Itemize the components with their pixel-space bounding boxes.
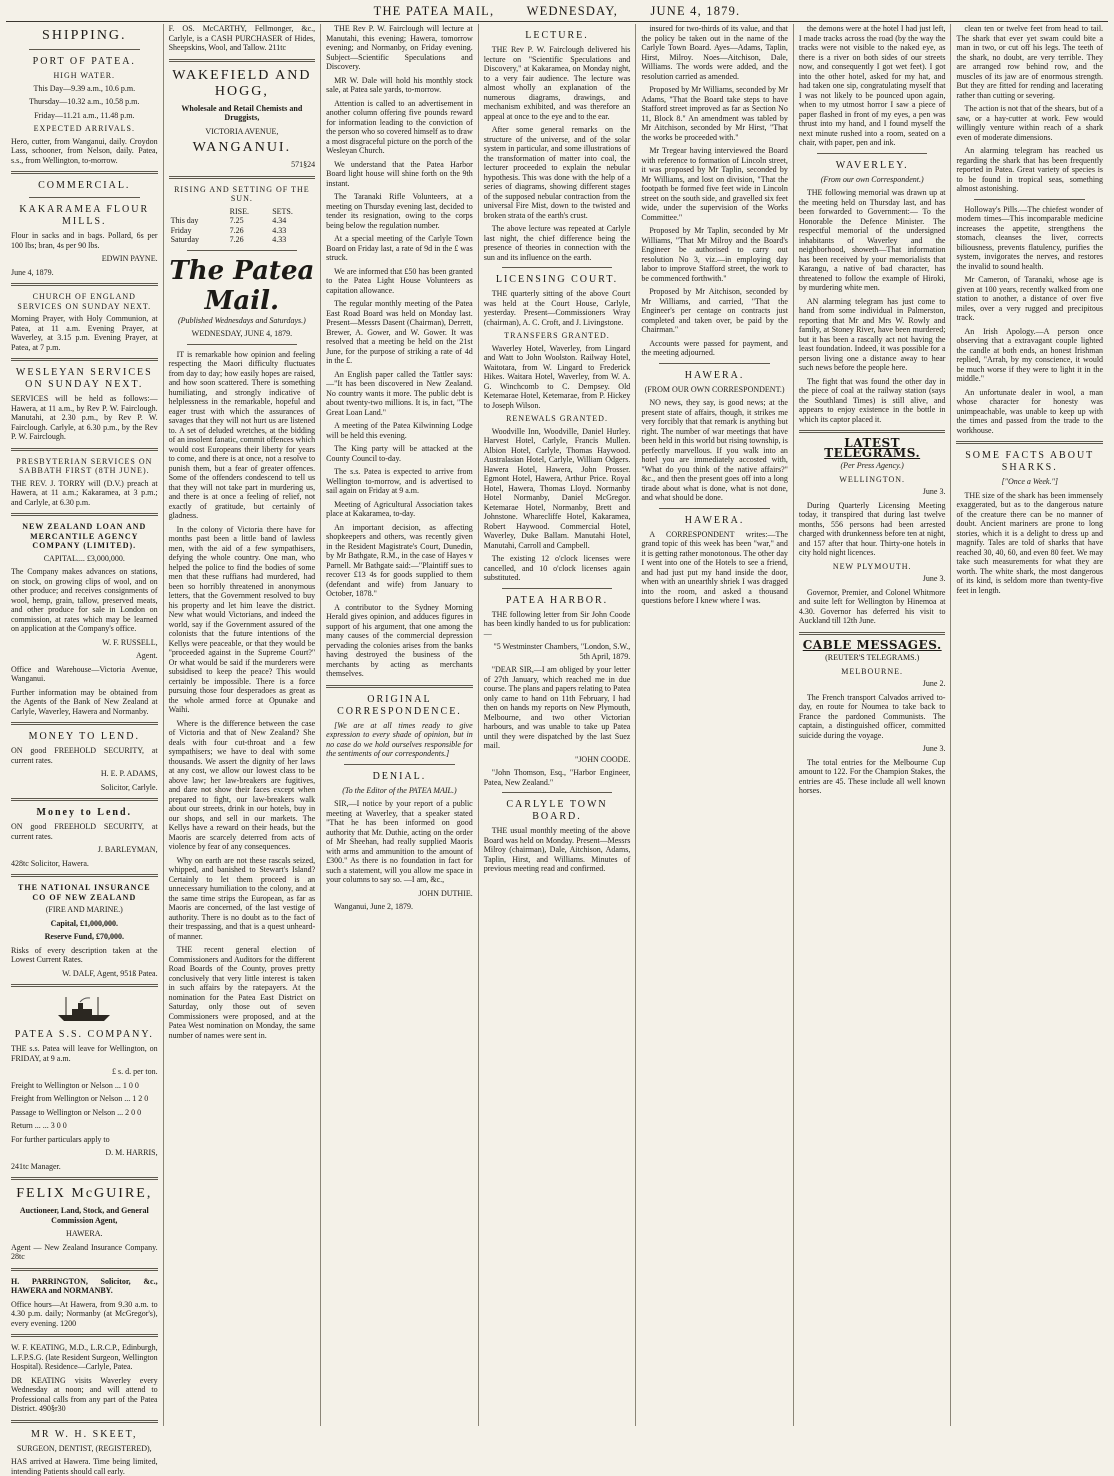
- steamship-icon: [54, 993, 114, 1023]
- news-paragraph: The Taranaki Rifle Volunteers, at a meeting on Thursday evening last, decided to tender its resignation, owing to the corps being below the regulation number.: [326, 192, 473, 230]
- board-paragraph: Mr Tregear having interviewed the Board with reference to formation of Lincoln street, it was proposed by Mr Taplin, seconded by Mr Williams, and lost on division, "That the footpath be formed five feet wide in Lincoln street on the south side, and gravelled six feet wide, under the supervision of the Works Committee.": [641, 146, 788, 222]
- nz-loan-capital: CAPITAL.... £3,000,000.: [43, 553, 125, 563]
- russell-name: W. F. RUSSELL,: [102, 637, 158, 647]
- news-paragraph: Mr Cameron, of Taranaki, whose age is given at 100 years, recently walked from one station to another, a distance of over five miles, over a very rugged and precipitous track.: [956, 275, 1104, 322]
- freight-row: Return ... ... 3 0 0: [11, 1121, 67, 1130]
- editorial-paragraph: IT is remarkable how opinion and feeling respecting the Maori difficulty fluctuates from day to day; how easily hopes are raised, and how soon scattered. There is something humiliating, and strongly indicative of helplessness in the remarkable, hopeful and eager trust with which the assurances of savages that they will not hurt us are listened to. A set of deluded wretches, at the bidding of an insolent fanatic, commit offences which would cost Europeans their liberty for years to come, and there is at once, not a resolve to punish them, but a fear of greater offences. Some of the offenders condescend to tell us that they will not take part in murdering us, and there is at once a feeling of relief, not exactly of gratitude, but certainly of gladness.: [168, 349, 316, 520]
- port-heading: PORT OF PATEA.: [32, 56, 136, 67]
- office-text: Office and Warehouse—Victoria Avenue, Wanganui.: [11, 664, 158, 683]
- shark-paragraph: clean ten or twelve feet from head to tail. The shark that ever yet swam could bite a man in two, or cut off his legs. The teeth of the shark, no doubt, are very terrible. They are arranged row behind row, and the muscles of its jaw are of enormous strength. But they are fitted for rending and lacerating rather than cutting or severing.: [956, 24, 1104, 100]
- skeet-sub: SURGEON, DENTIST, (REGISTERED),: [16, 1443, 152, 1453]
- news-paragraph: Meeting of Agricultural Association takes place at Kakaramea, to-day.: [326, 499, 473, 518]
- paper-name: THE PATEA MAIL,: [373, 4, 495, 18]
- sun-row: Friday 7.26 4.33: [170, 225, 287, 235]
- hawera-continued: the demons were at the hotel I had just left, I made tracks across the road (by the way the tracks were not visible to the naked eye, as there is a river on both sides of our streets now, and consequently I got wet feet). I got into the other hotel, asked for my hat, and had taken one sip, congratulating myself that I was not likely to be pounced upon again, when to my utmost horror I saw a piece of paper flashed in front of my eyes, a pen was thrust into my hand, and I found myself the next minute rushed into a room, seated on a chair, with paper, pen and ink.: [798, 24, 946, 147]
- news-paragraph: The s.s. Patea is expected to arrive from Wellington to-morrow, and is advertised to sail again on Friday at 9 a.m.: [326, 467, 473, 495]
- money-heading: MONEY TO LEND.: [28, 731, 140, 742]
- keating-heading: W. F. KEATING, M.D., L.R.C.P., Edinburgh, L.F.P.S.G. (late Resident Surgeon, Wellington Hospital). Residence—Carlyle, Patea.: [11, 1343, 158, 1371]
- sharks-text: THE size of the shark has been immensely exaggerated, but as to the dangerous nature of the creature there can be no manner of doubt. Ancient mariners are prone to long stories, which it is a delight to dress up and magnify. Tales are told of sharks that have reached 30, 40, 60, and even 80 feet. We may take such measurements for what they are worth. The white shark, the most dangerous of its kind, is seldom more than twenty-five feet in length.: [956, 490, 1104, 595]
- high-water-line: Thursday—10.32 a.m., 10.58 p.m.: [29, 97, 140, 106]
- news-paragraph: An unfortunate dealer in wool, a man whose character for honesty was unimpeachable, was unable to keep up with the times and passed from the trade to the workhouse.: [956, 387, 1104, 435]
- hawera2-text: A CORRESPONDENT writes:—The grand topic of this week has been "war," and it is getting rather monotonous. The other day I went into one of the Hotels to see a friend, and had just put my hand inside the door, when with an unearthly shriek I was dragged into the room, and asked a thousand questions before I knew where I was.: [641, 529, 788, 605]
- keating-text: DR KEATING visits Waverley every Wednesday at noon; and will attend to Professional calls from any part of the Patea District. 490§r30: [11, 1375, 158, 1413]
- masthead-rule: [6, 21, 1108, 22]
- melbourne-text2: The total entries for the Melbourne Cup amount to 122. For the Champion Stakes, the entries are 45. These include all well known horses.: [798, 757, 946, 795]
- national-sub: (FIRE AND MARINE.): [45, 905, 123, 914]
- waverley-heading: WAVERLEY.: [835, 159, 909, 171]
- column-6: [794, 24, 952, 1426]
- licensing-heading: LICENSING COURT.: [495, 274, 619, 285]
- sharks-heading: SOME FACTS ABOUT SHARKS.: [965, 450, 1095, 473]
- board-paragraph: Proposed by Mr Aitchison, seconded by Mr Williams, and carried, "That the Engineer's per centage on contracts just completed and taken over, be paid by the Chairman.": [641, 287, 788, 334]
- russell-agent: Agent.: [136, 651, 158, 660]
- high-water-line: This Day—9.39 a.m., 10.6 p.m.: [33, 83, 136, 93]
- patea-company-text: THE s.s. Patea will leave for Wellington, on FRIDAY, at 9 a.m.: [11, 1044, 158, 1063]
- hawera2-heading: HAWERA.: [684, 514, 745, 526]
- new-plymouth-text: Governor, Premier, and Colonel Whitmore and suite left for Wellington by Hinemoa at 4.30. Governor has deferred his visit to Auckland till 12th June.: [798, 587, 946, 625]
- wakefield-heading: WAKEFIELD AND HOGG,: [172, 67, 312, 99]
- melbourne-date: June 2.: [922, 679, 946, 688]
- money2-text: ON good FREEHOLD SECURITY, at current rates.: [11, 822, 158, 841]
- harbor-to: "John Thomson, Esq., "Harbor Engineer, Patea, New Zealand.": [483, 768, 631, 787]
- parrington-text: Office hours—At Hawera, from 9.30 a.m. to 4.30 p.m. daily; Normanby (at McGregor's), every evening. 1200: [11, 1299, 158, 1328]
- board-paragraph: insured for two-thirds of its value, and that the policy be taken out in the name of the Carlyle Town Board. Ayes—Adams, Taplin, Hirst, Milroy. Noes—Aitchison, Dale, Williams. The words were added, and the resolution carried as amended.: [641, 24, 788, 81]
- felix-agent: Agent — New Zealand Insurance Company. 28tc: [11, 1242, 158, 1261]
- hawera-heading: HAWERA.: [684, 369, 745, 381]
- editorial-paragraph: Where is the difference between the case of Victoria and that of New Zealand? She deals with four cut-throat and a few sympathisers; we have to deal with some thousands. We assert the dignity of her laws at any cost, we allow our lowest class to be above law; her law-breakers are fugitives, and dare not show their faces except when prepared to fight, our law-breakers walk about our streets, drink in our hotels, buy in our shops, and sell in our markets. The Kellys have a reward on their heads, but the Maoris are scarcely deterred from acts of violence by fear of any consequences.: [168, 718, 316, 851]
- high-water-heading: HIGH WATER.: [53, 71, 116, 80]
- denial-place: Wanganui, June 2, 1879.: [334, 902, 414, 911]
- wellington-heading: WELLINGTON.: [839, 474, 906, 484]
- new-plymouth-heading: NEW PLYMOUTH.: [832, 561, 912, 571]
- board-paragraph: Proposed by Mr Taplin, seconded by Mr Williams, "That Mr Milroy and the Board's Engineer be authorised to carry out resolution No 3, viz.—in employing day labor to improve Stafford street, the work to be commenced forthwith.": [641, 226, 788, 283]
- news-paragraph: The King party will be attacked at the County Council to-day.: [326, 444, 473, 463]
- lecture-paragraph: THE Rev P. W. Fairclough delivered his lecture on "Scientific Speculations and Discovery," at Kakaramea, on Monday night, to a very fair audience. The lecture was almost wholly an explanation of the numerous diagrams, drawings, and mechanism exhibited, and was therefore an appeal at once to the eye and to the ear.: [483, 45, 631, 121]
- column-7: [951, 24, 1108, 1426]
- church-heading: CHURCH OF ENGLAND SERVICES ON SUNDAY NEXT.: [17, 292, 152, 311]
- paper-day: WEDNESDAY,: [526, 4, 619, 18]
- commercial-heading: COMMERCIAL.: [38, 180, 131, 191]
- national-heading: THE NATIONAL INSURANCE CO OF NEW ZEALAND: [18, 883, 151, 902]
- parrington-heading: H. PARRINGTON, Solicitor, &c., HAWERA and NORMANBY.: [11, 1276, 158, 1295]
- adams-role: Solicitor, Carlyle.: [100, 782, 158, 792]
- alarm-text: AN alarming telegram has just come to hand from some individual in Palmerston, reporting that Mr and Mrs W. Rowly and family, at Stoney River, have been murdered; but it has been a rascally act not having the least foundation. Indeed, it was possible for a person living one a distance away to hear such news before the people here.: [798, 296, 946, 372]
- skeet-heading: MR W. H. SKEET,: [31, 1428, 138, 1440]
- shark-paragraph: An alarming telegram has reached us regarding the shark that has been frequently reported in Patea. Great variety of species is to be found in tropical seas, something almost astonishing.: [956, 146, 1104, 193]
- mills-text: Flour in sacks and in bags. Pollard, 6s per 100 lbs; bran, 4s per 90 lbs.: [11, 231, 158, 250]
- lecture-heading: LECTURE.: [525, 30, 589, 41]
- telegrams-sub: (Per Press Agency.): [840, 461, 904, 470]
- national-text: Risks of every description taken at the Lowest Current Rates.: [11, 945, 158, 964]
- high-water-line: Friday—11.21 a.m., 11.48 p.m.: [34, 110, 135, 120]
- transfers-text: Waverley Hotel, Waverley, from Lingard and Watt to John Woolston. Railway Hotel, Waitotara, from W. Lingard to Frederick Hikes. Waitara Hotel, Waverley, from W. A. G. Winchcomb to C. Dempsey. Old Ketemarae Hotel, Ketemarae, from P. Hickey to Joseph Wilson.: [483, 343, 631, 410]
- lecture-paragraph: The above lecture was repeated at Carlyle last night, the chief difference being the presence of theories in connection with the sun and its influence on the earth.: [483, 224, 631, 262]
- shark-paragraph: The action is not that of the shears, but of a saw, or a hay-cutter at work. Few would willingly venture within reach of a shark even of moderate dimensions.: [956, 104, 1104, 142]
- freight-more: For further particulars apply to: [11, 1134, 110, 1144]
- newspaper-logo: The Patea Mail.: [169, 255, 315, 316]
- correspondence-note: [We are at all times ready to give expression to every shade of opinion, but in no case do we hold ourselves responsible for the sentiments of our correspondents.]: [326, 720, 473, 758]
- news-paragraph: An English paper called the Tattler says:—"It has been discovered in New Zealand. No country wants it more. The public debt is about twenty-two millions. It is, in fact, "The Great Loan Land.": [326, 369, 473, 417]
- published-note: (Published Wednesdays and Saturdays.): [177, 315, 306, 325]
- correspondence-heading: ORIGINAL CORRESPONDENCE.: [337, 693, 462, 717]
- melbourne-heading: MELBOURNE.: [841, 666, 904, 676]
- editorial-paragraph: Why on earth are not these rascals seized, whipped, and banished to Stewart's Island? Certainly to let them proceed is an unnecessary humiliation to the colony, and at the same time strips the European, as far as Maoris are concerned, of the last vestige of authority. There is no doubt as to the fact of their trespassing, and that is a quest unheard-of manner.: [168, 855, 316, 941]
- wakefield-code: 571§24: [291, 160, 316, 169]
- denial-text: SIR,—I notice by your report of a public meeting at Waverley, that a speaker stated "That he has been informed on good authority that Mr. Duthie, acting on the order of Mr Sheehan, had really supplied Maoris with arms and ammunition to the amount of £300." As there is no foundation in fact for such a statement, will you allow me space in your columns to say so. —I am, &c.,: [326, 799, 473, 884]
- sharks-sub: ["Once a Week."]: [1001, 477, 1058, 486]
- column-5: [636, 24, 794, 1426]
- town-board-heading: CARLYLE TOWN BOARD.: [506, 799, 608, 822]
- wakefield-sub: Wholesale and Retail Chemists and Druggists,: [181, 103, 303, 122]
- paper-date: JUNE 4, 1879.: [650, 4, 741, 18]
- mills-heading: KAKARAMEA FLOUR MILLS.: [19, 204, 150, 227]
- column-4: [479, 24, 637, 1426]
- harbor-heading: PATEA HARBOR.: [505, 594, 609, 606]
- telegrams-heading: LATEST TELEGRAMS.: [824, 436, 921, 460]
- nz-loan-heading: NEW ZEALAND LOAN AND MERCANTILE AGENCY COMPANY (LIMITED).: [22, 522, 147, 550]
- harbor-address: "5 Westminster Chambers, "London, S.W., 5th April, 1879.: [493, 642, 631, 661]
- freight-row: Freight to Wellington or Nelson ... 1 0 0: [11, 1080, 139, 1090]
- barleyman-role: 428tc Solicitor, Hawera.: [11, 858, 89, 868]
- sun-col: RISE.: [229, 206, 250, 216]
- waverley-text: THE following memorial was drawn up at the meeting held on Thursday last, and has been forwarded to Government:— To the Honorable the Defence Minister. The respectful memorial of the undersigned inhabitants of Waverley and the neighborhood, showeth—That information has been received by your memorialists that Karangu, a native of bad character, has threatened to follow the example of Hiroki, by murdering white men.: [798, 188, 946, 292]
- cable-sub: (REUTER'S TELEGRAMS.): [825, 653, 920, 662]
- denial-sub: (To the Editor of the PATEA MAIL.): [342, 785, 457, 795]
- national-reserve: Reserve Fund, £70,000.: [44, 932, 124, 941]
- presby-heading: PRESBYTERIAN SERVICES ON SABBATH FIRST (8TH JUNE).: [16, 456, 153, 475]
- news-paragraph: THE Rev P. W. Fairclough will lecture at Manutahi, this evening; Hawera, tomorrow evening; and Normanby, on Friday evening. Subject—Scientific Speculations and Discovery.: [326, 24, 473, 71]
- news-paragraph: An Irish Apology.—A person once observing that a extravagant couple lighted the candle at both ends, an honest Irishman replied, "Arrah, by my conscience, it would be much worse if they were to light it in the middle.": [956, 326, 1104, 383]
- mccarthy-ad: F. OS. McCARTHY, Fellmonger, &c., Carlyle, is a CASH PURCHASER of Hides, Sheepskins, Wool, and Tallow. 211tc: [168, 24, 316, 52]
- nz-loan-text: The Company makes advances on stations, on stock, on growing clips of wool, and on other produce; and receives consignments of wool, hemp, grain, tallow, preserved meats, and other produce for sale in London on commission, at rates which may be learned on application at the Company's office.: [11, 567, 158, 633]
- money-text: ON good FREEHOLD SECURITY, at current rates.: [11, 746, 158, 765]
- further-text: Further information may be obtained from the Agents of the Bank of New Zealand at Carlyle, Waverley, Hawera and Normanby.: [11, 687, 158, 716]
- arrivals-heading: EXPECTED ARRIVALS.: [33, 124, 135, 133]
- harbor-text: THE following letter from Sir John Coode has been kindly handed to us for publication:—: [483, 609, 631, 638]
- news-paragraph: At a special meeting of the Carlyle Town Board on Friday last, a rate of 9d in the £ was struck.: [326, 234, 473, 262]
- freight-row: Freight from Wellington or Nelson ... 1 2 0: [11, 1094, 149, 1103]
- torry-text: THE REV. J. TORRY will (D.V.) preach at Hawera, at 11 a.m.; Kakaramea, at 3 p.m.; and Carlyle, at 6.30 p.m.: [11, 478, 158, 507]
- barleyman-name: J. BARLEYMAN,: [97, 845, 158, 854]
- felix-town: HAWERA.: [66, 1229, 103, 1238]
- newspaper-page: [6, 24, 1108, 1476]
- waverley-sub: (From our own Correspondent.): [820, 174, 924, 184]
- editorial-paragraph: In the colony of Victoria there have for months past been a little band of lawless men, with the aid of a few sympathisers, defying the whole country. One man, who helped the police to find the bodies of some men that these ruffians had murdered, had been so horribly threatened in anonymous letters, that the Government resolved to buy his property and let him leave the district. New what would Victorians, and indeed the world, say if the Government assured of the colonists that the future intentions of the Kellys were peaceable, or that they would be "proceeded against in the Supreme Court?" Or what would be said if the murderers were subsidised to keep the peace? This would certainly be impossible. There is a force pursuing those four desperadoes as great as the whole armed force at Opunake and Waihi.: [168, 524, 316, 714]
- news-paragraph: We understand that the Patea Harbor Board light house will shine forth on the 9th instant.: [326, 159, 473, 188]
- sun-table: [169, 207, 316, 245]
- town-board-text: THE usual monthly meeting of the above Board was held on Monday. Present—Messrs Milroy (chairman), Dale, Aitchison, Adams, Taplin, Hirst, and Williams. Minutes of previous meeting read and confirmed.: [483, 826, 631, 873]
- dalf-sign: W. DALF, Agent, 951ß Patea.: [62, 968, 158, 978]
- arrivals-text: Hero, cutter, from Wanganui, daily. Croydon Lass, schooner, from Nelson, daily. Patea, s.s., from Wellington, to-morrow.: [11, 136, 158, 165]
- licensing-text: THE quarterly sitting of the above Court was held at the Court House, Carlyle, yesterday. Present—Commissioners Wray (chairman), A. C. Croft, and J. Livingstone.: [483, 289, 631, 327]
- harris-role: 241tc Manager.: [11, 1161, 61, 1171]
- mills-date: June 4, 1879.: [11, 267, 54, 277]
- licensing-end: The existing 12 o'clock licenses were cancelled, and 10 o'clock licenses again substituted.: [483, 554, 631, 582]
- wellington-date: June 3.: [922, 487, 946, 496]
- felix-heading: FELIX McGUIRE,: [16, 1186, 153, 1201]
- news-paragraph: MR W. Dale will hold his monthly stock sale, at Patea sale yards, to-morrow.: [326, 75, 473, 94]
- news-paragraph: Attention is called to an advertisement in another column offering five pounds reward for information leading to the conviction of the person who so covered himself as to draw a most disgraceful picture on the porch of the Wesleyan Church.: [326, 98, 473, 155]
- sun-heading: RISING AND SETTING OF THE SUN.: [174, 184, 310, 203]
- skeet-text: HAS arrived at Hawera. Time being limited, intending Patients should call early.: [11, 1457, 158, 1476]
- cable-heading: CABLE MESSAGES.: [802, 637, 942, 652]
- church-text: Morning Prayer, with Holy Communion, at Patea, at 11 a.m. Evening Prayer, at Waverley, at 3.15 p.m. Evening Prayer, at Patea, at 7 p.m.: [11, 314, 158, 352]
- dateline: WEDNESDAY, JUNE 4, 1879.: [191, 329, 293, 338]
- melbourne-date2: June 3.: [922, 744, 946, 753]
- news-paragraph: A contributor to the Sydney Morning Herald gives opinion, and adduces figures in support of his argument, that one among the many causes of the commercial depression pervading the colonies arises from the banks having destroyed the business of the merchants by acting as merchants themselves.: [326, 602, 473, 678]
- shipping-heading: SHIPPING.: [42, 28, 127, 43]
- sun-col: SETS.: [272, 206, 293, 216]
- wellington-text: During Quarterly Licensing Meeting today, it transpired that during last twelve months, 556 persons had been arrested charged with drunkenness before ten at night, and 157 after that hour. Thirty-one hotels in city hold night licences.: [798, 500, 946, 557]
- hawera-text: NO news, they say, is good news; at the present state of affairs, though, it strikes me very forcibly that that remark is anything but right. The number of war meetings that have been held in this world but rising township, is perfectly marvellous. If you walk into an hotel you are immediately accosted with, "What do you think of the native affairs?" &c., and then the present goes off into a long tirade about what is done, what is not done, and what should be done.: [641, 398, 788, 502]
- holloway-paragraph: Holloway's Pills.—The chiefest wonder of modern times—This incomparable medicine increases the appetite, strengthens the stomach, cleanses the liver, corrects biliousness, prevents flatulency, purifies the system, invigorates the nerves, and restores the invalid to sound health.: [956, 204, 1104, 271]
- sun-row: Saturday 7.26 4.33: [170, 235, 287, 244]
- freight-heading: £ s. d. per ton.: [112, 1067, 158, 1076]
- renewals-text: Woodville Inn, Woodville, Daniel Hurley. Harvest Hotel, Carlyle, Francis Mullen. Albion Hotel, Carlyle, Thomas Haywood. Australasian Hotel, Carlyle, William Odgers. Hawera Hotel, Hawera, John Prosser. Egmont Hotel, Hawera, Arthur Price. Royal Hotel, Hawera, Thomas Lloyd. Normanby Hotel Normanby, Daniel McGregor. Ketemarae Hotel, Normanby, Brett and Johnstone. Wharecliffe Hotel, Kakaramea, Robert Haywood. Commercial Hotel, Waverley, Duke Ballam. Manutahi Hotel, Manutahi, Carroll and Campbell.: [483, 426, 631, 550]
- alarm2-text: The fight that was found the other day in the piece of coal at the railway station (says the Southland Times) is still alive, and appears to enjoy existence in the bottle in which its captor placed it.: [798, 376, 946, 424]
- transfers-heading: TRANSFERS GRANTED.: [504, 331, 610, 340]
- column-1: [6, 24, 164, 1476]
- harbor-body: "DEAR SIR,—I am obliged by your letter of 27th January, which reached me in due course. The plans and papers relating to Patea only came to hand on 11th February, I had then on hands my reports on New Plymouth, Melbourne, and two other Victorian harbours, and was unable to take up Patea until they were dispatched by the last Suez mail.: [483, 665, 631, 750]
- wesleyan-heading: WESLEYAN SERVICES ON SUNDAY NEXT.: [15, 367, 153, 390]
- column-2: [164, 24, 322, 1426]
- new-plymouth-date: June 3.: [922, 574, 946, 583]
- hawera-sub: (FROM OUR OWN CORRESPONDENT.): [644, 384, 785, 394]
- news-paragraph: The regular monthly meeting of the Patea East Road Board was held on Monday last. Present—Messrs Dasent (Chairman), Derrett, Brewer, A. Gower, and W. Gower. It was resolved that a meeting be held on the 21st June, for the purpose of striking a rate of 4d in the £.: [326, 299, 473, 365]
- harbor-sign: "JOHN COODE.: [575, 754, 631, 764]
- wakefield-street: VICTORIA AVENUE,: [205, 126, 279, 136]
- freight-row: Passage to Wellington or Nelson ... 2 0 0: [11, 1107, 142, 1117]
- wesleyan-text: SERVICES will be held as follows:— Hawera, at 11 a.m., by Rev P. W. Fairclough. Manutahi, at 2.30 p.m., by Rev P. W. Fairclough. Carlyle, at 6.30 p.m., by the Rev P. W. Fairclough.: [11, 394, 158, 441]
- mills-sign: EDWIN PAYNE.: [101, 254, 158, 263]
- news-paragraph: We are informed that £50 has been granted to the Patea Light House Volunteers as capitation allowance.: [326, 266, 473, 295]
- board-paragraph: Proposed by Mr Williams, seconded by Mr Adams, "That the Board take steps to have Stafford street improved as far as Section No 11, Block 8." An amendment was tabled by Mr Aitchison, seconded by Mr Hirst, "That the works be proceeded with.": [641, 85, 788, 142]
- money2-heading: Money to Lend.: [36, 807, 133, 818]
- denial-heading: DENIAL.: [372, 770, 427, 782]
- lecture-paragraph: After some general remarks on the structure of the universe, and of the solar system in particular, and some illustrations of the transformation of matter into coal, the lecturer proceeded to explain the nebular hypothesis. This was done with the help of a series of diagrams, showing different stages of the supposed nebular contraction from the universal Fire Mist, down to the twisted and broken strata of the earth's crust.: [483, 125, 631, 220]
- news-paragraph: An important decision, as affecting shopkeepers and others, was recently given in the Resident Magistrate's Court, Dunedin, by Mr Bathgate, R.M., in the case of Hayes v Parnell. Mr Bathgate said:—"Plaintiff sues to recover £13 4s for goods supplied to them (defendant and wife) from January to October, 1878.": [326, 522, 473, 598]
- news-paragraph: A meeting of the Patea Kilwinning Lodge will be held this evening.: [326, 421, 473, 440]
- felix-sub: Auctioneer, Land, Stock, and General Commission Agent,: [19, 1206, 149, 1225]
- masthead: [0, 0, 1114, 20]
- wakefield-town: WANGANUI.: [192, 140, 292, 155]
- national-capital: Capital, £1,000,000.: [50, 918, 118, 928]
- melbourne-text: The French transport Calvados arrived to-day, en route for Noumea to take back to France the pardoned Communists. The captain, a distinguished officer, committed suicide during the voyage.: [798, 692, 946, 740]
- denial-sign: JOHN DUTHIE.: [418, 888, 473, 898]
- renewals-heading: RENEWALS GRANTED.: [506, 414, 608, 423]
- harris-name: D. M. HARRIS,: [105, 1148, 158, 1157]
- patea-company-heading: PATEA S.S. COMPANY.: [14, 1029, 154, 1040]
- board-paragraph: Accounts were passed for payment, and the meeting adjourned.: [641, 338, 788, 357]
- sun-row: This day 7.25 4.34: [170, 216, 287, 225]
- adams-name: H. E. P. ADAMS,: [100, 769, 158, 778]
- editorial-paragraph: THE recent general election of Commissioners and Auditors for the different Road Boards of the County, proves pretty conclusively that very little interest is taken in such affairs by the ratepayers. At the nomination for the Patea East District on Saturday, only those out of seven Commissioners were proposed, and at the Patea West nomination on Monday, the same number of names were sent in.: [168, 945, 316, 1040]
- column-3: [321, 24, 479, 1426]
